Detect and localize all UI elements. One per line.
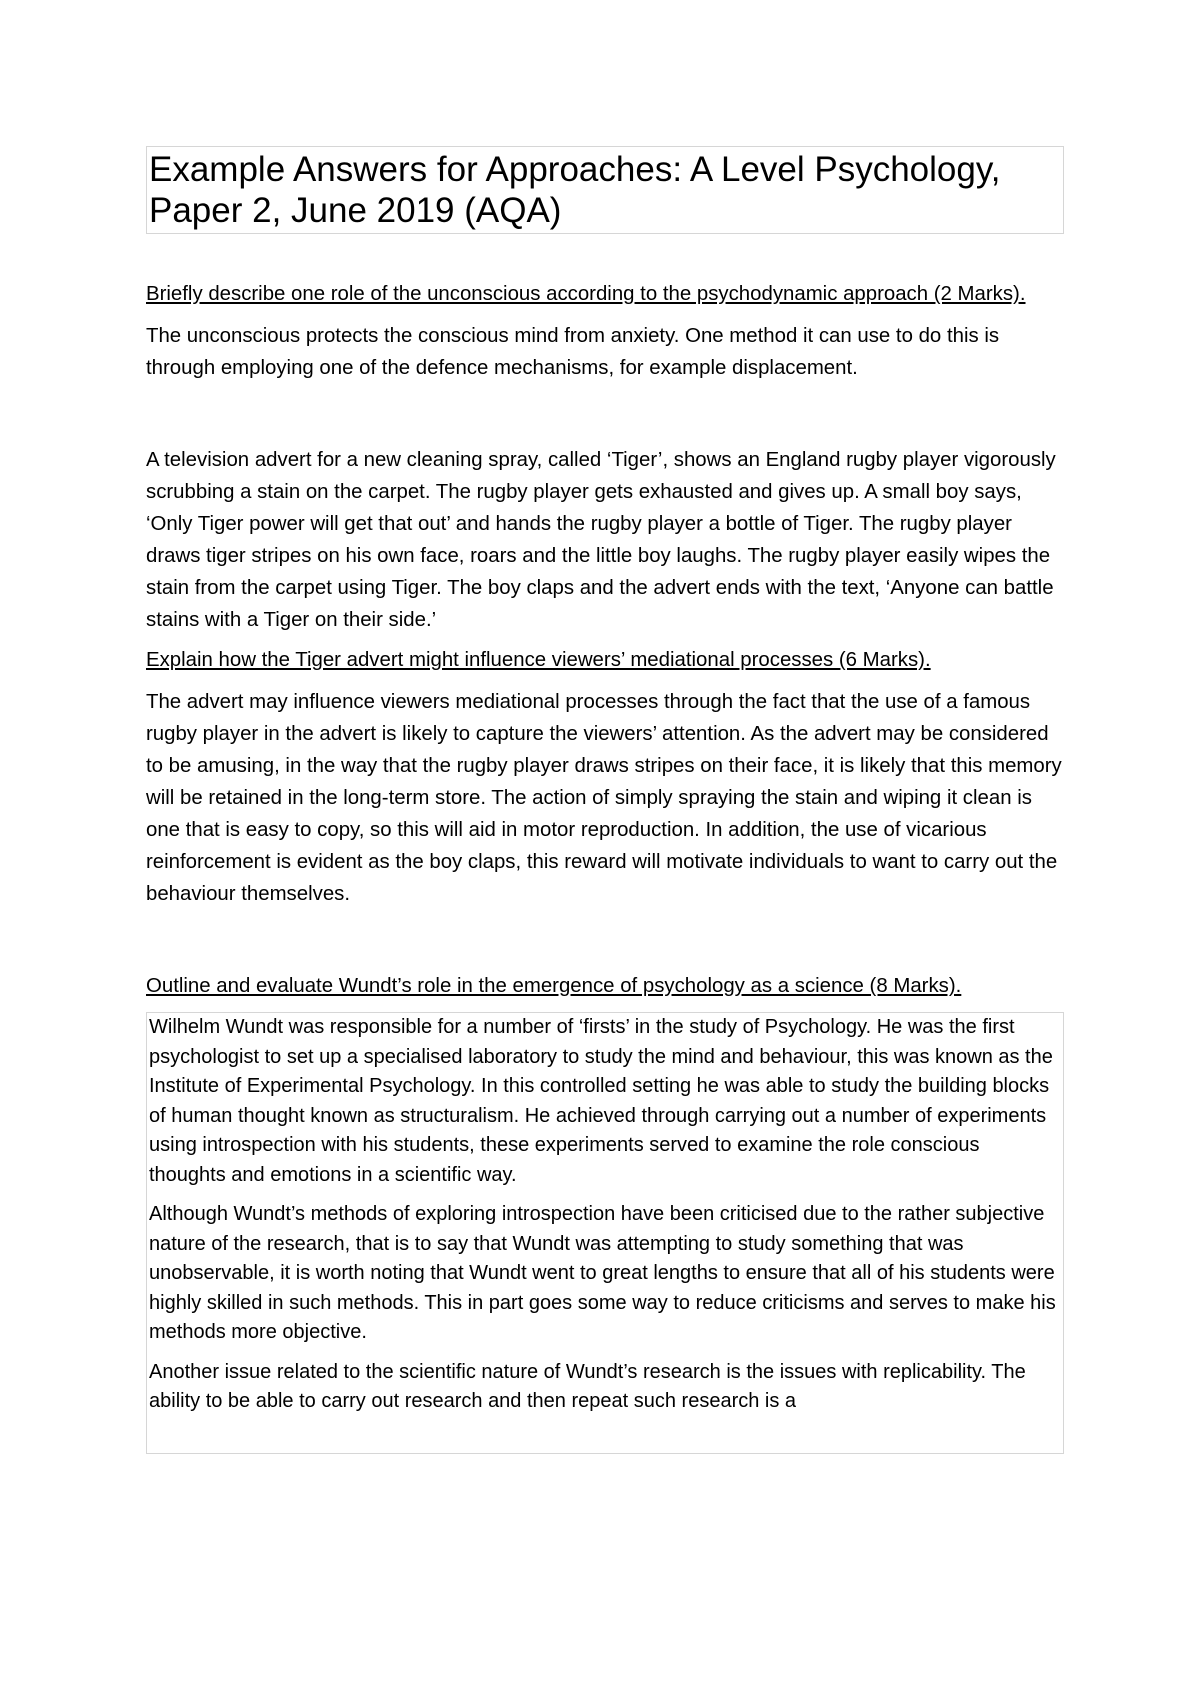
question-1-section [146, 278, 1064, 384]
document-title: Example Answers for Approaches: A Level Psychology, Paper 2, June 2019 (AQA) [146, 146, 1064, 234]
answer-paragraph-1: Wilhelm Wundt was responsible for a number of ‘firsts’ in the study of Psychology. He was the first psychologist to set up a specialised laboratory to study the mind and behaviour, this was known as the Institute of Experimental Psychology. In this controlled setting he was able to study the building blocks of human thought known as structuralism. He achieved through carrying out a number of experiments using introspection with his students, these experiments served to examine the role conscious thoughts and emotions in a scientific way. [149, 1016, 1053, 1186]
document-page [146, 146, 1064, 1454]
question-1-heading: Briefly describe one role of the unconscious according to the psychodynamic approach (2 Marks). [146, 283, 1026, 305]
question-3-answer-box [146, 1012, 1064, 1454]
question-3-section [146, 970, 1064, 1002]
question-2-section [146, 644, 1064, 910]
answer-paragraph-3: Another issue related to the scientific nature of Wundt’s research is the issues with replicability. The ability to be able to carry out research and then repeat such research is a [149, 1360, 1026, 1412]
scenario-text: A television advert for a new cleaning spray, called ‘Tiger’, shows an England rugby player vigorously scrubbing a stain on the carpet. The rugby player gets exhausted and gives up. A small boy says, ‘Only Tiger power will get that out’ and hands the rugby player a bottle of Tiger. The rugby player draws tiger stripes on his own face, roars and the little boy laughs. The rugby player easily wipes the stain from the carpet using Tiger. The boy claps and the advert ends with the text, ‘Anyone can battle stains with a Tiger on their side.’ [146, 449, 1056, 631]
advert-scenario [146, 444, 1064, 636]
question-2-heading: Explain how the Tiger advert might influence viewers’ mediational processes (6 Marks). [146, 649, 931, 671]
answer-paragraph-2: Although Wundt’s methods of exploring introspection have been criticised due to the rather subjective nature of the research, that is to say that Wundt was attempting to study something that was unobservable, it is worth noting that Wundt went to great lengths to ensure that all of his students were highly skilled in such methods. This in part goes some way to reduce criticisms and serves to make his methods more objective. [149, 1203, 1056, 1343]
question-2-answer: The advert may influence viewers mediational processes through the fact that the use of a famous rugby player in the advert is likely to capture the viewers’ attention. As the advert may be considered to be amusing, in the way that the rugby player draws stripes on their face, it is likely that this memory will be retained in the long-term store. The action of simply spraying the stain and wiping it clean is one that is easy to copy, so this will aid in motor reproduction. In addition, the use of vicarious reinforcement is evident as the boy claps, this reward will motivate individuals to want to carry out the behaviour themselves. [146, 691, 1062, 905]
question-3-heading: Outline and evaluate Wundt’s role in the emergence of psychology as a science (8 Marks). [146, 975, 962, 997]
question-1-answer: The unconscious protects the conscious mind from anxiety. One method it can use to do this is through employing one of the defence mechanisms, for example displacement. [146, 325, 1000, 379]
